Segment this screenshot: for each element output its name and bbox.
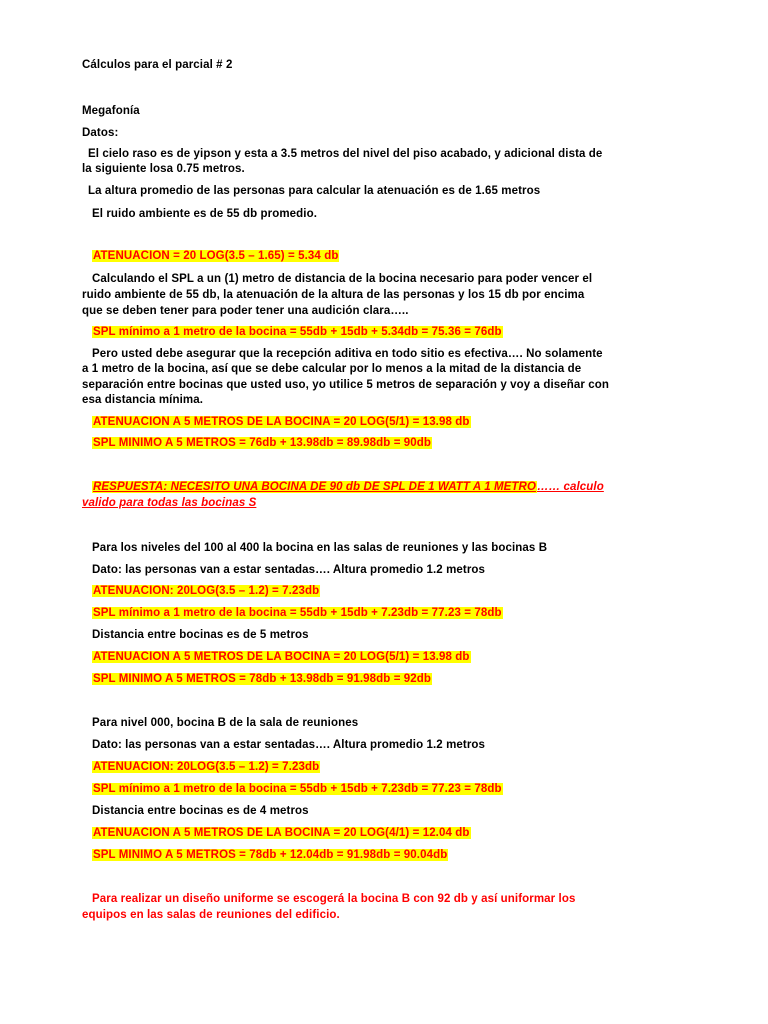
paragraph-line: Pero usted debe asegurar que la recepción aditiva en todo sitio es efectiva…. No solamente — [92, 348, 603, 360]
paragraph-line: El cielo raso es de yipson y esta a 3.5 metros del nivel del piso acabado, y adicional dista de — [88, 148, 603, 160]
datos-label: Datos: — [82, 127, 119, 139]
paragraph-line: La altura promedio de las personas para calcular la atenuación es de 1.65 metros — [88, 185, 541, 197]
section-heading: Megafonía — [82, 105, 140, 117]
formula-text: SPL MINIMO A 5 METROS = 78db + 13.98db = 91.98db = 92db — [93, 673, 432, 685]
paragraph-line: Para los niveles del 100 al 400 la bocina en las salas de reuniones y las bocinas B — [92, 542, 548, 554]
answer-tail: …… calculo — [537, 481, 604, 493]
formula-text: SPL MINIMO A 5 METROS = 76db + 13.98db = 89.98db = 90db — [93, 437, 432, 449]
paragraph-line: la siguiente losa 0.75 metros. — [82, 163, 245, 175]
paragraph-line: Para nivel 000, bocina B de la sala de reuniones — [92, 717, 359, 729]
paragraph-line: separación entre bocinas que usted uso, yo utilice 5 metros de separación y voy a diseñar con — [82, 379, 609, 391]
highlighted-formula — [92, 848, 448, 863]
paragraph-line: Distancia entre bocinas es de 4 metros — [92, 805, 309, 817]
formula-text: SPL mínimo a 1 metro de la bocina = 55db + 15db + 7.23db = 77.23 = 78db — [93, 783, 502, 795]
paragraph-line: Dato: las personas van a estar sentadas…. Altura promedio 1.2 metros — [92, 739, 486, 751]
paragraph-line: Distancia entre bocinas es de 5 metros — [92, 629, 309, 641]
highlighted-formula — [92, 584, 320, 599]
answer-line — [92, 480, 604, 495]
highlighted-formula — [92, 415, 471, 430]
highlighted-formula — [92, 672, 432, 687]
paragraph-line: El ruido ambiente es de 55 db promedio. — [92, 208, 317, 220]
formula-text: ATENUACION = 20 LOG(3.5 – 1.65) = 5.34 db — [93, 250, 339, 262]
paragraph-line: Dato: las personas van a estar sentadas…. Altura promedio 1.2 metros — [92, 564, 486, 576]
highlighted-formula — [92, 606, 503, 621]
highlighted-formula — [92, 436, 432, 451]
paragraph-line: esa distancia mínima. — [82, 394, 203, 406]
highlighted-formula — [92, 826, 471, 841]
paragraph-line: que se deben tener para poder tener una audición clara….. — [82, 305, 409, 317]
answer-highlight: RESPUESTA: NECESITO UNA BOCINA DE 90 db DE SPL DE 1 WATT A 1 METRO — [93, 481, 537, 493]
document-title: Cálculos para el parcial # 2 — [82, 59, 233, 71]
highlighted-formula — [92, 325, 503, 340]
highlighted-formula — [92, 760, 320, 775]
answer-line: valido para todas las bocinas S — [82, 497, 257, 509]
highlighted-formula — [92, 249, 339, 264]
paragraph-line: Calculando el SPL a un (1) metro de distancia de la bocina necesario para poder vencer el — [92, 273, 593, 285]
highlighted-formula — [92, 650, 471, 665]
conclusion-line: equipos en las salas de reuniones del edificio. — [82, 909, 340, 921]
conclusion-line: Para realizar un diseño uniforme se escogerá la bocina B con 92 db y así uniformar los — [92, 893, 576, 905]
formula-text: ATENUACION: 20LOG(3.5 – 1.2) = 7.23db — [93, 761, 320, 773]
formula-text: ATENUACION A 5 METROS DE LA BOCINA = 20 LOG(5/1) = 13.98 db — [93, 651, 470, 663]
formula-text: SPL mínimo a 1 metro de la bocina = 55db + 15db + 7.23db = 77.23 = 78db — [93, 607, 502, 619]
formula-text: SPL MINIMO A 5 METROS = 78db + 12.04db = 91.98db = 90.04db — [93, 849, 448, 861]
formula-text: ATENUACION A 5 METROS DE LA BOCINA = 20 LOG(4/1) = 12.04 db — [93, 827, 470, 839]
highlighted-formula — [92, 782, 503, 797]
formula-text: ATENUACION A 5 METROS DE LA BOCINA = 20 LOG(5/1) = 13.98 db — [93, 416, 470, 428]
formula-text: ATENUACION: 20LOG(3.5 – 1.2) = 7.23db — [93, 585, 320, 597]
paragraph-line: a 1 metro de la bocina, así que se debe calcular por lo menos a la mitad de la distancia de — [82, 363, 582, 375]
formula-text: SPL mínimo a 1 metro de la bocina = 55db + 15db + 5.34db = 75.36 = 76db — [93, 326, 502, 338]
paragraph-line: ruido ambiente de 55 db, la atenuación de la altura de las personas y los 15 db por encima — [82, 289, 585, 301]
